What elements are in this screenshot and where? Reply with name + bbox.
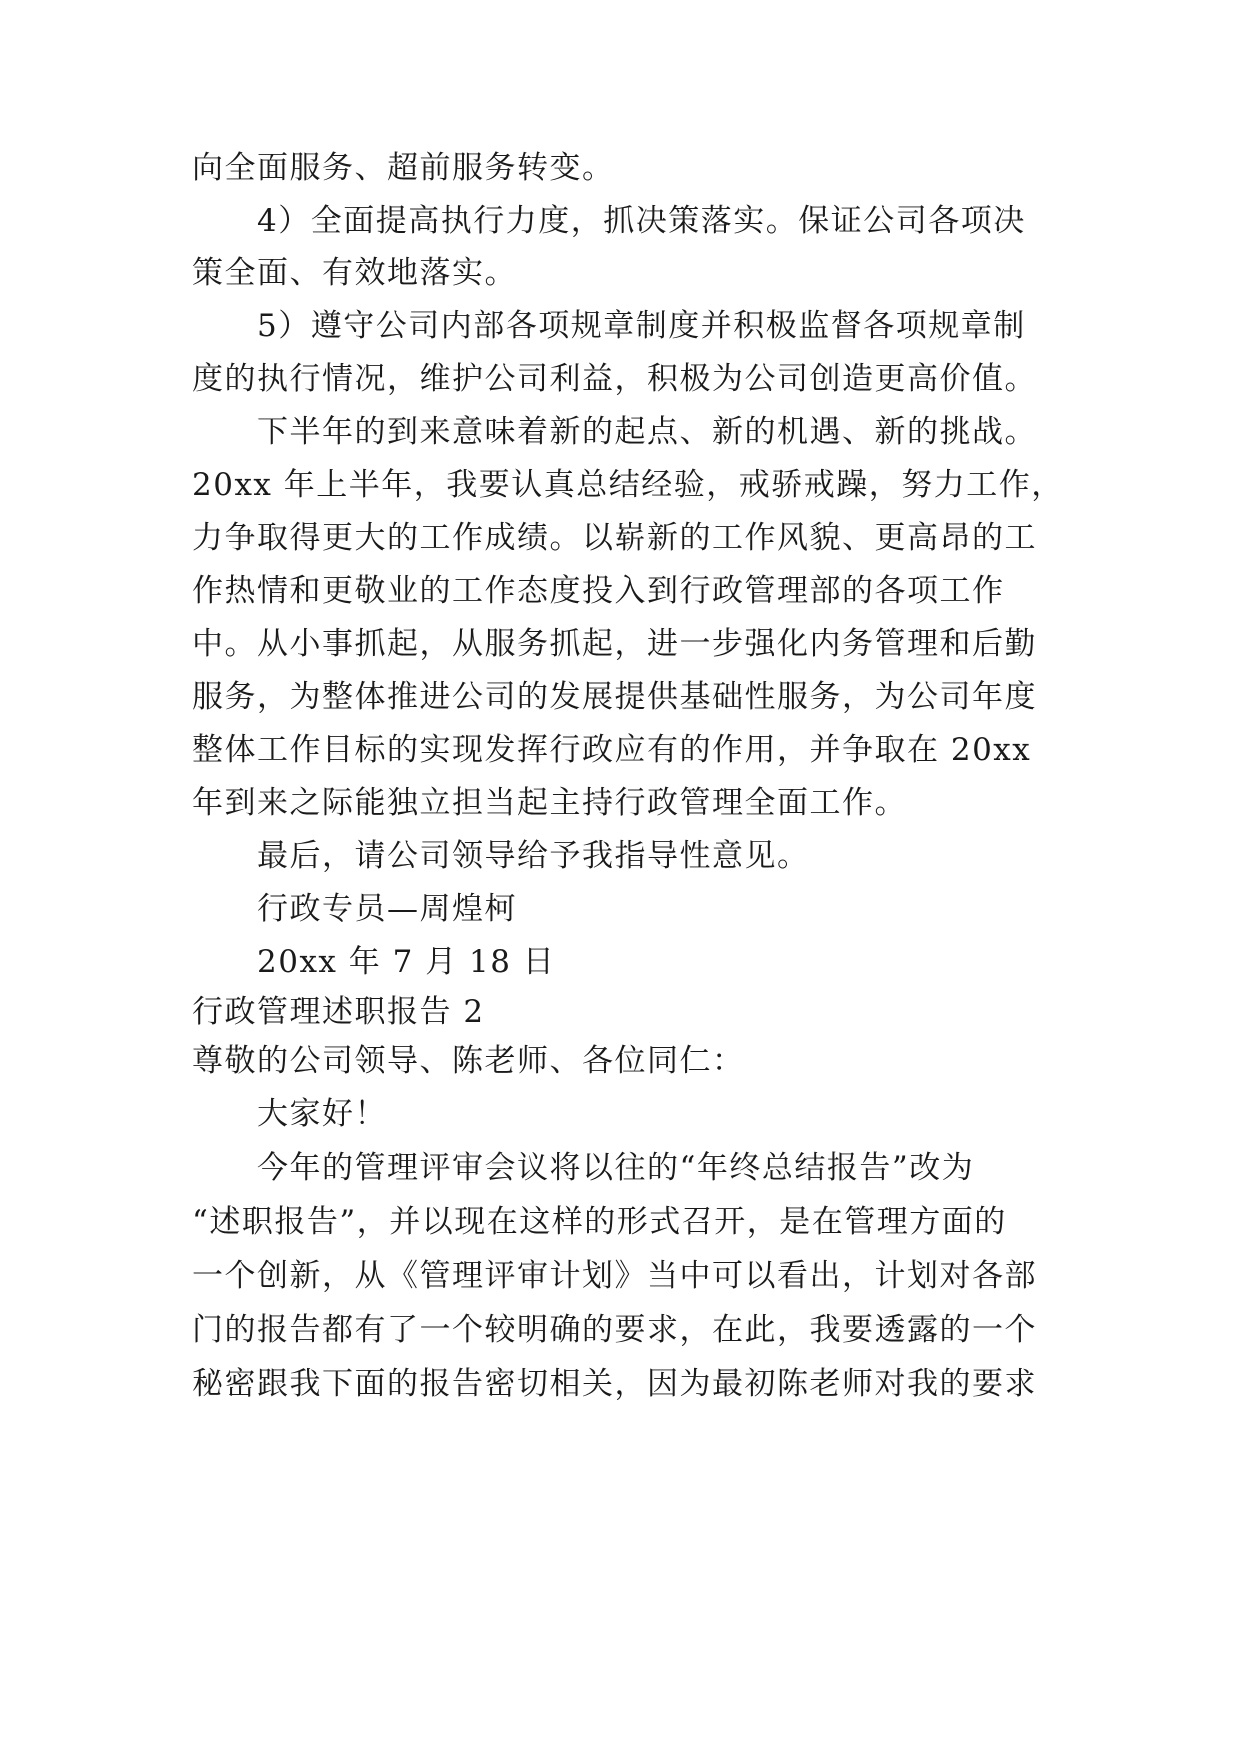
text-line: 一个创新，从《管理评审计划》当中可以看出，计划对各部: [192, 1258, 1037, 1294]
text-line: 20xx 年上半年，我要认真总结经验，戒骄戒躁，努力工作，: [192, 467, 1064, 503]
text-line: 最后，请公司领导给予我指导性意见。: [257, 838, 810, 874]
date-line: 20xx 年 7 月 18 日: [257, 944, 556, 980]
text-line: 今年的管理评审会议将以往的“年终总结报告”改为: [257, 1150, 975, 1186]
text-line: 年到来之际能独立担当起主持行政管理全面工作。: [192, 785, 907, 821]
text-line: 作热情和更敬业的工作态度投入到行政管理部的各项工作: [192, 573, 1005, 609]
text-line: 4）全面提高执行力度，抓决策落实。保证公司各项决: [257, 203, 1026, 239]
text-line: 向全面服务、超前服务转变。: [192, 150, 615, 186]
greeting: 大家好！: [257, 1096, 387, 1132]
text-line: 度的执行情况，维护公司利益，积极为公司创造更高价值。: [192, 361, 1037, 397]
text-line: 力争取得更大的工作成绩。以崭新的工作风貌、更高昂的工: [192, 520, 1037, 556]
text-line: 整体工作目标的实现发挥行政应有的作用，并争取在 20xx: [192, 732, 1032, 768]
text-line: “述职报告”，并以现在这样的形式召开，是在管理方面的: [192, 1204, 1007, 1240]
text-line: 下半年的到来意味着新的起点、新的机遇、新的挑战。: [257, 414, 1037, 450]
text-line: 服务，为整体推进公司的发展提供基础性服务，为公司年度: [192, 679, 1037, 715]
section-title: 行政管理述职报告 2: [192, 994, 485, 1030]
text-line: 中。从小事抓起，从服务抓起，进一步强化内务管理和后勤: [192, 626, 1037, 662]
text-line: 秘密跟我下面的报告密切相关，因为最初陈老师对我的要求: [192, 1366, 1037, 1402]
text-line: 门的报告都有了一个较明确的要求，在此，我要透露的一个: [192, 1312, 1037, 1348]
signature-line: 行政专员—周煌柯: [257, 891, 517, 927]
text-line: 策全面、有效地落实。: [192, 255, 517, 291]
salutation: 尊敬的公司领导、陈老师、各位同仁：: [192, 1043, 745, 1079]
text-line: 5）遵守公司内部各项规章制度并积极监督各项规章制: [257, 308, 1026, 344]
